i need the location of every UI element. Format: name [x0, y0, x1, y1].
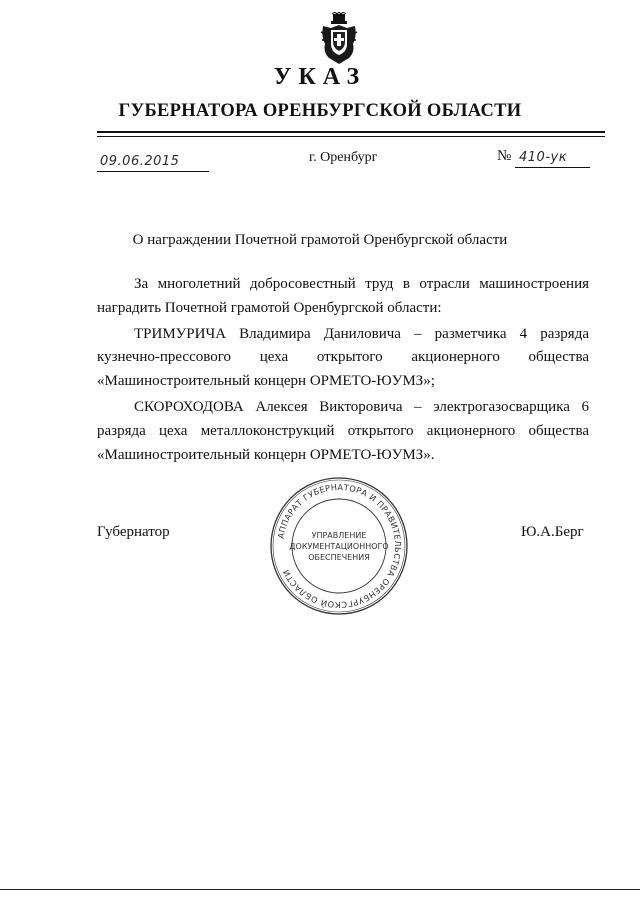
stamp-center-line-1: УПРАВЛЕНИЕ [311, 531, 367, 540]
number-sign: № [497, 148, 512, 164]
number-underline [515, 167, 590, 168]
header-rule [97, 131, 605, 133]
document-date: 09.06.2015 [100, 154, 180, 169]
official-stamp [268, 475, 410, 617]
coat-of-arms-icon [319, 12, 359, 66]
document-subtitle: ГУБЕРНАТОРА ОРЕНБУРГСКОЙ ОБЛАСТИ [118, 101, 522, 121]
document-number: 410-ук [519, 150, 568, 165]
stamp-center-line-3: ОБЕСПЕЧЕНИЯ [308, 553, 370, 562]
document-city: г. Оренбург [309, 150, 378, 165]
document-body [97, 273, 589, 467]
document-subject: О награждении Почетной грамотой Оренбургской области [132, 232, 508, 248]
signatory-position: Губернатор [97, 524, 170, 540]
stamp-center-line-2: ДОКУМЕНТАЦИОННОГО [289, 542, 389, 551]
bottom-rule [0, 889, 640, 890]
awardee-paragraph-2: СКОРОХОДОВА Алексея Викторовича – электрогазосварщика 6 разряда цеха металлоконструкций открытого акционерного общества «Машиностроительный концерн ОРМЕТО-ЮУМЗ». [97, 398, 589, 463]
awardee-paragraph-1: ТРИМУРИЧА Владимира Даниловича – разметчика 4 разряда кузнечно-прессового цеха открытого акционерного общества «Машиностроительный концерн ОРМЕТО-ЮУМЗ»; [97, 325, 589, 390]
header-rule-thin [97, 136, 605, 137]
date-underline [97, 171, 209, 172]
body-intro: За многолетний добросовестный труд в отрасли машиностроения наградить Почетной грамотой Оренбургской области: [97, 276, 589, 316]
signatory-name: Ю.А.Берг [521, 524, 584, 540]
document-title: УКАЗ [273, 64, 367, 90]
stamp-ring-text: АППАРАТ ГУБЕРНАТОРА И ПРАВИТЕЛЬСТВА ОРЕНБУРГСКОЙ ОБЛАСТИ [275, 481, 404, 611]
